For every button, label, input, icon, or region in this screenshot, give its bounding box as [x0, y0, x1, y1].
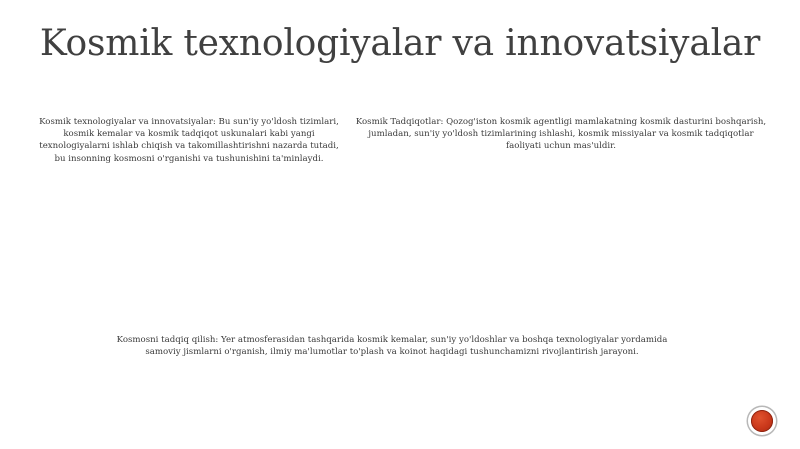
text-block-right: Kosmik Tadqiqotlar: Qozog'iston kosmik agentligi mamlakatning kosmik dasturini boshqarish, jumladan, sun'iy yo'ldosh tizimlarining ishlashi, kosmik missiyalar va kosmik tadqiqotlar faoliyati uchun mas'uldir.	[355, 117, 767, 152]
text-block-bottom: Kosmosni tadqiq qilish: Yer atmosferasidan tashqarida kosmik kemalar, sun'iy yo'ldoshlar va boshqa texnologiyalar yordamida samoviy jismlarni o'rganish, ilmiy ma'lumotlar to'plash va koinot haqidagi tushunchamizni rivojlantirish jarayoni.	[116, 335, 668, 358]
text-block-left: Kosmik texnologiyalar va innovatsiyalar: Bu sun'iy yo'ldosh tizimlari, kosmik kemalar va kosmik tadqiqot uskunalari kabi yangi texnologiyalarni ishlab chiqish va takomillashtirishni nazarda tutadi, bu insonning kosmosni o'rganishi va tushunishini ta'minlaydi.	[39, 117, 339, 164]
next-slide-button[interactable]	[748, 407, 776, 435]
slide-title: Kosmik texnologiyalar va innovatsiyalar	[39, 23, 761, 64]
next-slide-circle-icon	[751, 410, 773, 432]
